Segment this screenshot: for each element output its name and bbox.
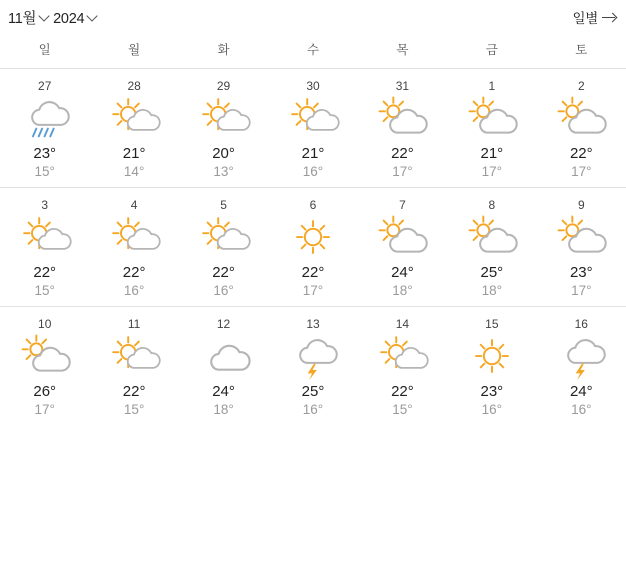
- calendar-header: [0, 0, 626, 34]
- temp-high: 24°: [391, 264, 414, 281]
- day-number: 12: [216, 317, 231, 331]
- temp-low: 16°: [571, 402, 592, 417]
- temp-high: 22°: [301, 264, 325, 281]
- thunderstorm-icon: [286, 334, 340, 380]
- temp-high: 21°: [301, 145, 325, 162]
- year-label: 2024: [53, 10, 85, 27]
- weekday-thu: 목: [396, 43, 409, 57]
- partly-cloudy-icon: [197, 96, 251, 142]
- day-number: 4: [130, 198, 138, 212]
- thunderstorm-icon: [554, 334, 608, 380]
- day-cell[interactable]: [537, 79, 626, 179]
- day-cell[interactable]: [179, 79, 268, 179]
- temp-low: 16°: [481, 402, 503, 417]
- daily-view-link[interactable]: [573, 7, 616, 27]
- month-label: 11월: [8, 10, 37, 27]
- temp-low: 16°: [302, 164, 324, 179]
- day-cell[interactable]: [89, 79, 178, 179]
- temp-low: 18°: [481, 283, 503, 298]
- cloudy-icon: [197, 334, 251, 380]
- temp-low: 18°: [392, 283, 413, 298]
- weekday-sat: 토: [575, 43, 588, 57]
- temp-high: 24°: [569, 383, 593, 400]
- day-number: 31: [395, 79, 410, 93]
- temp-high: 26°: [33, 383, 57, 400]
- day-number: 30: [306, 79, 320, 93]
- temp-low: 17°: [571, 164, 592, 179]
- weekday-fri: 금: [485, 43, 498, 57]
- temp-high: 21°: [480, 145, 504, 162]
- weekday-header-row: [0, 34, 626, 69]
- chevron-down-icon: [88, 12, 97, 21]
- rain-icon: [18, 96, 72, 142]
- day-number: 27: [38, 79, 52, 93]
- temp-high: 23°: [569, 264, 593, 281]
- day-number: 8: [488, 198, 496, 212]
- day-cell[interactable]: [179, 317, 268, 417]
- weekday-sun: 일: [38, 43, 51, 57]
- day-cell[interactable]: [268, 198, 357, 298]
- weekday-tue: 화: [217, 43, 230, 57]
- day-cell[interactable]: [447, 79, 536, 179]
- day-cell[interactable]: [358, 79, 447, 179]
- day-cell[interactable]: [447, 317, 536, 417]
- day-cell[interactable]: [537, 198, 626, 298]
- mostly-cloudy-icon: [18, 334, 72, 380]
- day-cell[interactable]: [358, 317, 447, 417]
- day-cell[interactable]: [89, 317, 178, 417]
- day-number: 7: [399, 198, 406, 212]
- temp-high: 23°: [480, 383, 504, 400]
- week-row: [0, 188, 626, 307]
- partly-cloudy-icon: [197, 215, 251, 261]
- mostly-cloudy-icon: [554, 215, 608, 261]
- day-number: 11: [127, 317, 141, 331]
- day-cell[interactable]: [0, 79, 89, 179]
- temp-high: 24°: [212, 383, 235, 400]
- temp-low: 15°: [392, 402, 413, 417]
- temp-high: 22°: [33, 264, 57, 281]
- temp-low: 18°: [213, 402, 234, 417]
- month-year-selector[interactable]: [8, 7, 97, 28]
- day-number: 13: [306, 317, 320, 331]
- mostly-cloudy-icon: [375, 215, 429, 261]
- day-number: 16: [574, 317, 588, 331]
- temp-high: 22°: [569, 145, 593, 162]
- temp-high: 22°: [212, 264, 235, 281]
- temp-high: 25°: [301, 383, 325, 400]
- day-number: 9: [577, 198, 585, 212]
- day-cell[interactable]: [268, 317, 357, 417]
- temp-high: 22°: [391, 383, 414, 400]
- mostly-cloudy-icon: [465, 215, 519, 261]
- sunny-icon: [286, 215, 340, 261]
- temp-low: 17°: [481, 164, 503, 179]
- day-cell[interactable]: [0, 317, 89, 417]
- temp-high: 21°: [122, 145, 146, 162]
- partly-cloudy-icon: [286, 96, 340, 142]
- temp-low: 16°: [302, 402, 324, 417]
- mostly-cloudy-icon: [465, 96, 519, 142]
- day-number: 14: [395, 317, 410, 331]
- week-row: [0, 69, 626, 188]
- temp-low: 17°: [571, 283, 592, 298]
- temp-high: 23°: [33, 145, 57, 162]
- weeks-container: [0, 69, 626, 425]
- weekday-mon: 월: [128, 43, 141, 57]
- chevron-down-icon: [40, 12, 49, 21]
- temp-high: 22°: [122, 264, 146, 281]
- day-number: 28: [127, 79, 141, 93]
- temp-low: 16°: [123, 283, 145, 298]
- partly-cloudy-icon: [107, 215, 161, 261]
- weekday-wed: 수: [306, 43, 320, 57]
- temp-low: 16°: [213, 283, 234, 298]
- temp-low: 15°: [34, 283, 55, 298]
- arrow-right-icon: [602, 12, 616, 22]
- day-number: 1: [488, 79, 496, 93]
- temp-low: 15°: [123, 402, 145, 417]
- day-cell[interactable]: [89, 198, 178, 298]
- day-cell[interactable]: [537, 317, 626, 417]
- temp-low: 17°: [392, 164, 413, 179]
- day-cell[interactable]: [179, 198, 268, 298]
- day-number: 10: [38, 317, 52, 331]
- day-cell[interactable]: [358, 198, 447, 298]
- temp-high: 22°: [391, 145, 414, 162]
- temp-high: 20°: [212, 145, 235, 162]
- day-number: 5: [220, 198, 227, 212]
- mostly-cloudy-icon: [375, 96, 429, 142]
- day-number: 3: [41, 198, 49, 212]
- temp-low: 17°: [302, 283, 324, 298]
- partly-cloudy-icon: [107, 96, 161, 142]
- sunny-icon: [465, 334, 519, 380]
- partly-cloudy-icon: [18, 215, 72, 261]
- temp-low: 15°: [34, 164, 55, 179]
- mostly-cloudy-icon: [554, 96, 608, 142]
- partly-cloudy-icon: [375, 334, 429, 380]
- temp-low: 17°: [34, 402, 55, 417]
- day-cell[interactable]: [447, 198, 536, 298]
- week-row: [0, 307, 626, 425]
- temp-high: 25°: [480, 264, 504, 281]
- temp-high: 22°: [122, 383, 146, 400]
- day-number: 2: [577, 79, 585, 93]
- day-number: 29: [216, 79, 231, 93]
- day-number: 6: [309, 198, 317, 212]
- day-cell[interactable]: [268, 79, 357, 179]
- temp-low: 13°: [213, 164, 234, 179]
- day-cell[interactable]: [0, 198, 89, 298]
- day-number: 15: [485, 317, 499, 331]
- partly-cloudy-icon: [107, 334, 161, 380]
- daily-view-label: 일별: [572, 11, 598, 26]
- temp-low: 14°: [123, 164, 145, 179]
